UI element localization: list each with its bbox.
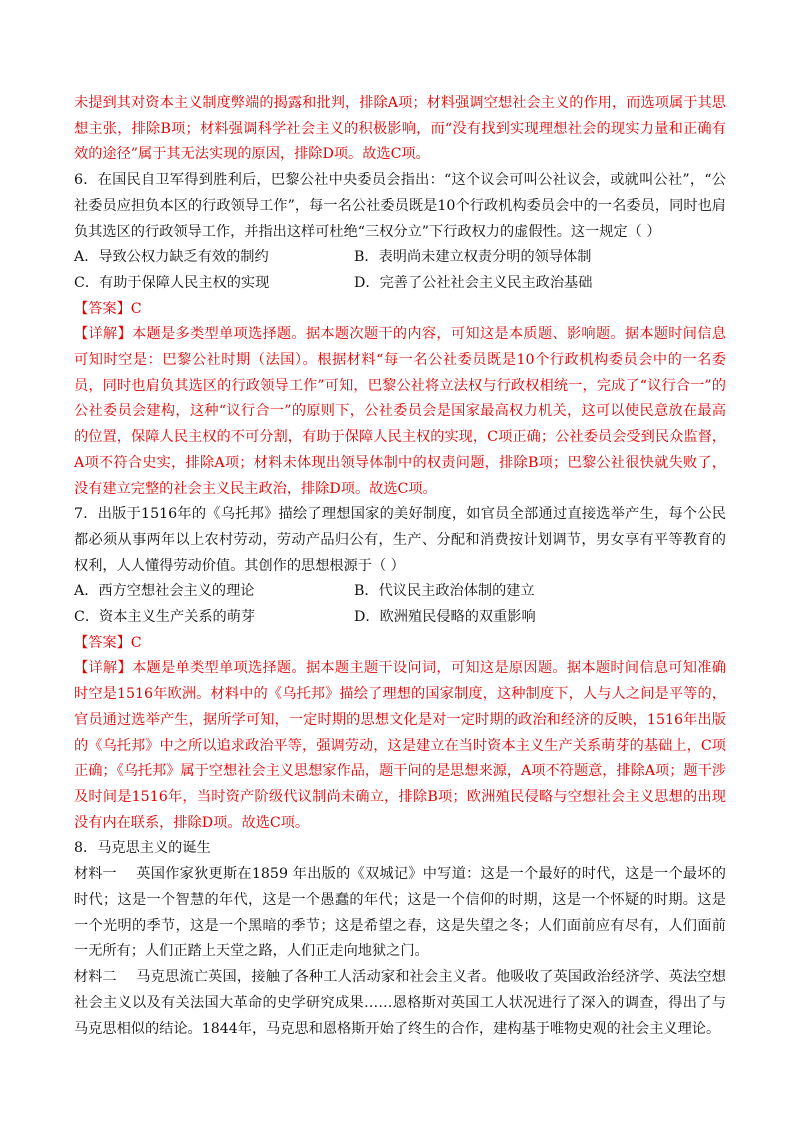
q7-options: [74, 579, 726, 630]
q6-answer: [74, 297, 726, 323]
q6-stem: 6．在国民自卫军得到胜利后，巴黎公社中央委员会指出：“这个议会可叫公社议会，或就叫公社”，“公社委员应担负本区的行政领导工作”，每一名公社委员既是10个行政机构委员会中的一名委员，同时也肩负其选区的行政领导工作，并指出这样可杜绝“三权分立”下行政权力的虚假性。这一规定（ ）: [74, 172, 726, 240]
q6-detail: [74, 322, 726, 502]
material-text: 马克思流亡英国，接触了各种工人活动家和社会主义者。他吸收了英国政治经济学、英法空想社会主义以及有关法国大革命的史学研究成果……恩格斯对英国工人状况进行了深入的调查，得出了与马克思相似的结论。1844年，马克思和恩格斯开始了终生的合作，建构基于唯物史观的社会主义理论。: [74, 969, 726, 1037]
q7-detail: [74, 656, 726, 836]
q6-option-b: B．表明尚未建立权责分明的领导体制: [354, 249, 592, 266]
q5-explanation-tail: 未提到其对资本主义制度弊端的揭露和批判，排除A项；材料强调空想社会主义的作用，而选项属于其思想主张，排除B项；材料强调科学社会主义的积极影响，而“没有找到实现理想社会的现实力量和正确有效的途径”属于其无法实现的原因，排除D项。故选C项。: [74, 95, 726, 163]
q7-answer-value: C: [130, 634, 142, 651]
q6-answer-label: 【答案】: [74, 300, 131, 317]
q6-answer-value: C: [130, 300, 142, 317]
q7-option-b: B．代议民主政治体制的建立: [354, 583, 535, 600]
q8-material-2: [74, 965, 726, 1042]
q7-detail-label: 【详解】: [74, 660, 132, 677]
material-label: 材料二: [74, 969, 117, 986]
q6-detail-label: 【详解】: [74, 326, 132, 343]
q6-option-a: A．导致公权力缺乏有效的制约: [74, 249, 269, 266]
q8-title: 8．马克思主义的诞生: [74, 840, 211, 857]
q6-option-c: C．有助于保障人民主权的实现: [74, 274, 270, 291]
q6-option-d: D．完善了公社社会主义民主政治基础: [354, 274, 593, 291]
material-label: 材料一: [74, 866, 117, 883]
q7-answer-label: 【答案】: [74, 634, 131, 651]
q6-detail-text: 本题是多类型单项选择题。据本题次题干的内容，可知这是本质题、影响题。据本题时间信息可知时空是：巴黎公社时期（法国）。根据材料“每一名公社委员既是10个行政机构委员会中的一名委员，同时也肩负其选区的行政领导工作”可知，巴黎公社将立法权与行政权相统一，完成了“议行合一”的公社委员会建构，这种“议行合一”的原则下，公社委员会是国家最高权力机关，这可以使民意放在最高的位置，保障人民主权的不可分割，有助于保障人民主权的实现，C项正确；公社委员会受到民众监督，A项不符合史实，排除A项；材料未体现出领导体制中的权责问题，排除B项；巴黎公社很快就失败了，没有建立完整的社会主义民主政治，排除D项。故选C项。: [74, 326, 726, 497]
q7-option-a: A．西方空想社会主义的理论: [74, 583, 255, 600]
q6-options: [74, 245, 726, 296]
q7-answer: [74, 631, 726, 657]
q7-detail-text: 本题是单类型单项选择题。据本题主题干设问词，可知这是原因题。据本题时间信息可知准确时空是1516年欧洲。材料中的《乌托邦》描绘了理想的国家制度，这种制度下，人与人之间是平等的，官员通过选举产生，据所学可知，一定时期的思想文化是对一定时期的政治和经济的反映，1516年出版的《乌托邦》中之所以追求政治平等，强调劳动，这是建立在当时资本主义生产关系萌芽的基础上，C项正确；《乌托邦》属于空想社会主义思想家作品，题干问的是思想来源，A项不符题意，排除A项；题干涉及时间是1516年，当时资产阶级代议制尚未确立，排除B项；欧洲殖民侵略与空想社会主义思想的出现没有内在联系，排除D项。故选C项。: [74, 660, 726, 831]
q7-option-c: C．资本主义生产关系的萌芽: [74, 609, 256, 626]
document-page: [74, 91, 726, 1043]
material-text: 英国作家狄更斯在1859 年出版的《双城记》中写道：这是一个最好的时代，这是一个最坏的时代；这是一个智慧的年代，这是一个愚蠢的年代；这是一个信仰的时期，这是一个怀疑的时期。这是一个光明的季节，这是一个黑暗的季节；这是希望之春，这是失望之冬；人们面前应有尽有，人们面前一无所有；人们正踏上天堂之路，人们正走向地狱之门。: [74, 866, 726, 960]
q7-option-d: D．欧洲殖民侵略的双重影响: [354, 609, 536, 626]
q8-material-1: [74, 862, 726, 965]
q7-stem: 7．出版于1516年的《乌托邦》描绘了理想国家的美好制度，如官员全部通过直接选举产生，每个公民都必须从事两年以上农村劳动，劳动产品归公有，生产、分配和消费按计划调节，男女享有平等教育的权利，人人懂得劳动价值。其创作的思想根源于（ ）: [74, 506, 726, 574]
